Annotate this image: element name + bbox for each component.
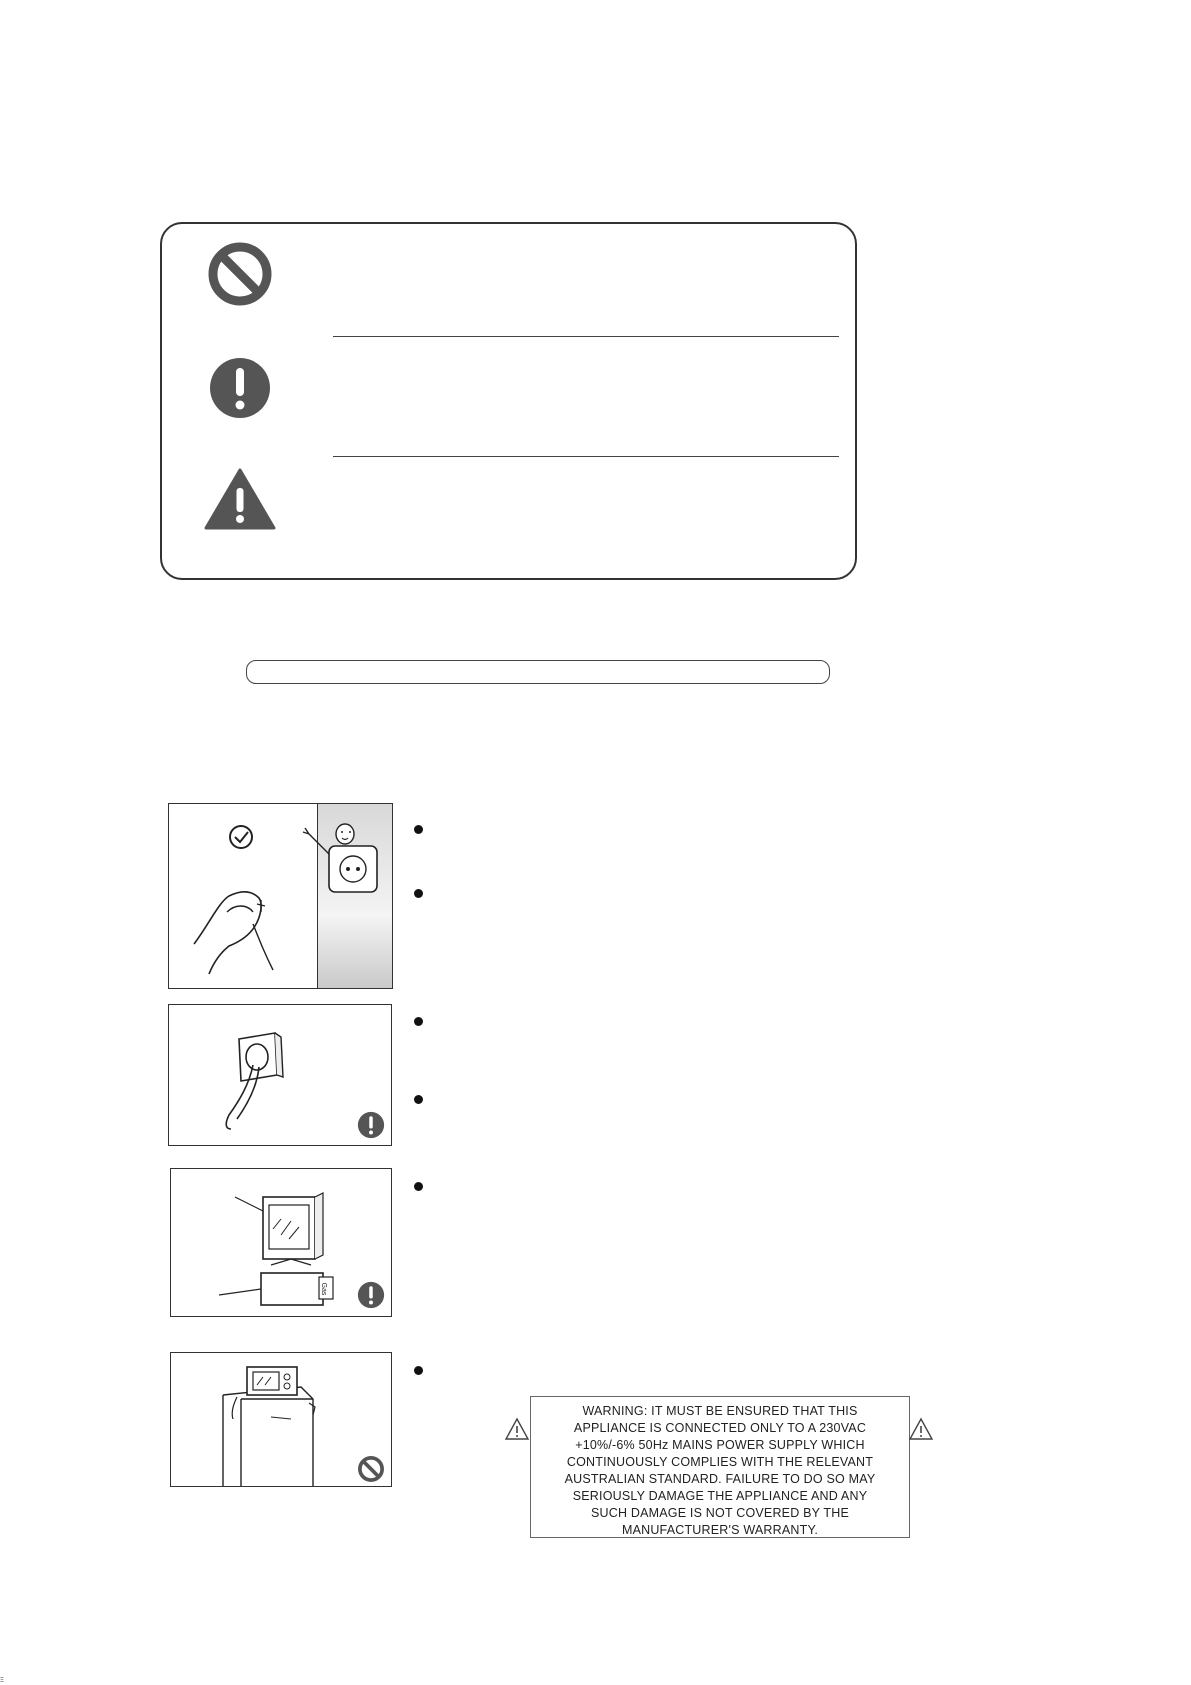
warning-line: MANUFACTURER'S WARRANTY. bbox=[621, 1523, 819, 1537]
warning-line: SERIOUSLY DAMAGE THE APPLIANCE AND ANY bbox=[572, 1489, 868, 1503]
warning-notice bbox=[530, 1396, 910, 1538]
mandatory-icon bbox=[357, 1111, 385, 1139]
warning-line: APPLIANCE IS CONNECTED ONLY TO A 230VAC bbox=[573, 1421, 867, 1435]
bullet bbox=[414, 889, 423, 898]
warning-line: CONTINUOUSLY COMPLIES WITH THE RELEVANT bbox=[566, 1455, 874, 1469]
item-on-fridge-illustration bbox=[170, 1352, 392, 1487]
gas-label: Gas bbox=[320, 1282, 327, 1296]
bullet bbox=[414, 825, 423, 834]
plug-gripping-illustration bbox=[168, 803, 393, 989]
check-circle-icon bbox=[230, 826, 252, 848]
bullet bbox=[414, 1017, 423, 1026]
warning-line: +10%/-6% 50Hz MAINS POWER SUPPLY WHICH bbox=[575, 1438, 865, 1452]
footer-mark: Ξ bbox=[0, 1678, 4, 1684]
warning-line: AUSTRALIAN STANDARD. FAILURE TO DO SO MAY bbox=[564, 1472, 876, 1486]
mandatory-icon bbox=[208, 356, 272, 420]
prohibited-icon bbox=[206, 240, 274, 308]
bullet bbox=[414, 1366, 423, 1375]
warning-line: WARNING: IT MUST BE ENSURED THAT THIS bbox=[582, 1404, 858, 1418]
prohibited-icon bbox=[357, 1455, 385, 1483]
warning-triangle-icon bbox=[204, 466, 276, 530]
warning-line: SUCH DAMAGE IS NOT COVERED BY THE bbox=[590, 1506, 850, 1520]
legend-divider bbox=[333, 336, 839, 337]
bullet bbox=[414, 1182, 423, 1191]
warning-notice-text bbox=[531, 1397, 909, 1539]
legend-divider bbox=[333, 456, 839, 457]
bullet bbox=[414, 1095, 423, 1104]
warning-triangle-icon bbox=[504, 1417, 530, 1441]
warning-triangle-icon bbox=[908, 1417, 934, 1441]
section-header-pill bbox=[246, 660, 830, 684]
gas-appliance-illustration bbox=[170, 1168, 392, 1317]
mandatory-icon bbox=[357, 1281, 385, 1309]
wall-socket-illustration bbox=[168, 1004, 392, 1146]
